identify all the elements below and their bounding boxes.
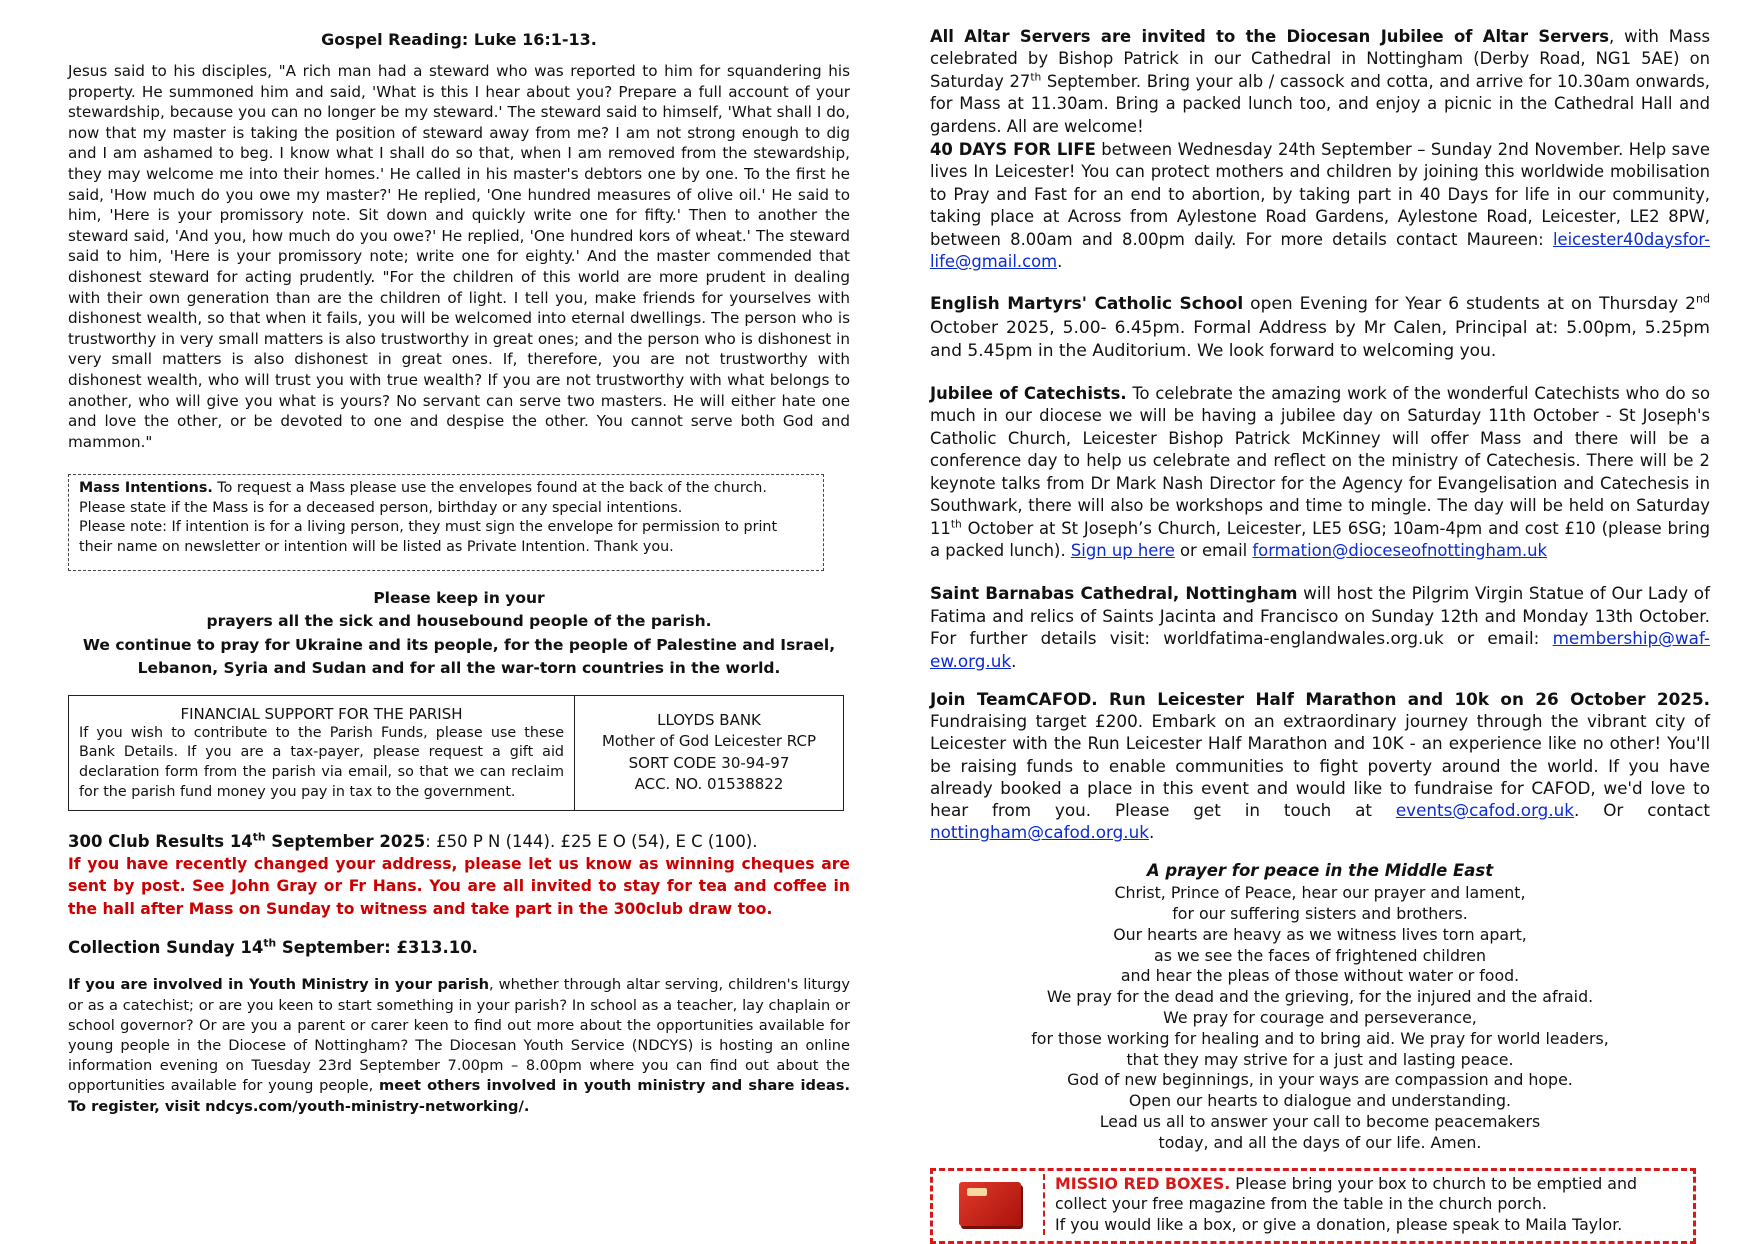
barnabas-notice: Saint Barnabas Cathedral, Nottingham will host the Pilgrim Virgin Statue of Our Lady of Fatima and relics of Saints Jacinta and Francisco on Sunday 12th and Monday 13th October. For further details visit: worldfatima-englandwales.org.uk or email: membership@waf-ew.org.uk.	[930, 583, 1710, 671]
membership-email-link[interactable]: membership@waf-ew.org.uk	[930, 628, 1710, 671]
collection-total: Collection Sunday 14th September: £313.10.	[68, 936, 478, 958]
left-column	[68, 26, 850, 1117]
financial-support-info	[69, 696, 575, 810]
prayers-line4: Lebanon, Syria and Sudan and for all the war-torn countries in the world.	[137, 659, 781, 678]
missio-image	[937, 1174, 1045, 1236]
signup-link[interactable]: Sign up here	[1070, 540, 1175, 560]
missio-text-b: If you would like a box, or give a donation, please speak to Maila Taylor.	[1055, 1214, 1623, 1234]
missio-box	[930, 1168, 1696, 1244]
forty-days-notice: 40 DAYS FOR LIFE between Wednesday 24th September – Sunday 2nd November. Help save lives In Leicester! You can protect mothers and children by joining this worldwide mobilisation to Pray and Fast for an end to abortion, by taking part in 40 Days for life in our community, taking place at Across from Aylestone Road Gardens, Aylestone Road, Leicester, LE2 8PW, between 8.00am and 8.00pm daily. For more details contact Maureen: leicester40daysfor-life@gmail.com.	[930, 140, 1710, 272]
catechists-notice: Jubilee of Catechists. To celebrate the amazing work of the wonderful Catechists who do so much in our diocese we will be having a jubilee day on Saturday 11th October - St Joseph's Catholic Church, Leicester Bishop Patrick McKinney will offer Mass and there will be a conference day to help us celebrate and reflect on the ministry of Catechesis. There will be 2 keynote talks from Dr Mark Nash Director for the Agency for Evangelisation and Catechesis in Southwark, there will also be workshops and time to mingle. The day will be held on Saturday 11th October at St Joseph’s Church, Leicester, LE5 6SG; 10am-4pm and cost £10 (please bring a packed lunch). Sign up here or email formation@dioceseofnottingham.uk	[930, 384, 1710, 560]
prayer-intentions	[68, 587, 850, 681]
financial-support-text: If you wish to contribute to the Parish Funds, please use these Bank Details. If you are a tax-payer, please request a gift aid declaration form from the parish via email, so that we can reclaim for the parish fund money you pay in tax to the government.	[79, 724, 564, 801]
prayer-line: Lead us all to answer your call to become peacemakers	[1099, 1111, 1541, 1131]
right-column	[930, 26, 1710, 1244]
cafod-notice: Join TeamCAFOD. Run Leicester Half Marathon and 10k on 26 October 2025. Fundraising target £200. Embark on an extraordinary journey through the vibrant city of Leicester with the Run Leicester Half Marathon and 10K - an experience like no other! You'll be raising funds to enable communities to fight poverty around the world. If you have already booked a place in this event and would like to fundraise for CAFOD, we'd love to hear from you. Please get in touch at events@cafod.org.uk. Or contact nottingham@cafod.org.uk.	[930, 688, 1710, 843]
mass-intentions-line1: To request a Mass please use the envelopes found at the back of the church.	[212, 480, 767, 497]
prayer-line: God of new beginnings, in your ways are compassion and hope.	[1067, 1070, 1573, 1090]
prayers-line2: prayers all the sick and housebound people of the parish.	[206, 612, 712, 631]
mass-intentions-title: Mass Intentions.	[79, 480, 213, 497]
youth-ministry-notice: If you are involved in Youth Ministry in your parish, whether through altar serving, children's liturgy or as a catechist; or are you keen to start something in your parish? In school as a teacher, lay chaplain or school governor? Or are you a parent or carer keen to find out more about the opportunities available for young people in the Diocese of Nottingham? The Diocesan Youth Service (NDCYS) is hosting an online information evening on Tuesday 23rd September 7.00pm – 8.00pm where you can find out about the opportunities available for young people, meet others involved in youth ministry and share ideas. To register, visit ndcys.com/youth-ministry-networking/.	[68, 976, 850, 1115]
missio-red-box-image	[959, 1182, 1021, 1226]
bank-account-name: Mother of God Leicester RCP	[601, 732, 816, 751]
bank-sort-code: SORT CODE 30-94-97	[628, 753, 790, 772]
club-label: 300 Club Results 14th September 2025	[68, 830, 426, 851]
club-address-notice: If you have recently changed your address, please let us know as winning cheques are sent by post. See John Gray or Fr Hans. You are all invited to stay for tea and coffee in the hall after Mass on Sunday to witness and take part in the 300club draw too.	[68, 854, 850, 918]
cafod-events-email-link[interactable]: events@cafod.org.uk	[1395, 799, 1575, 820]
prayer-line: today, and all the days of our life. Amen.	[1158, 1132, 1482, 1152]
missio-text: MISSIO RED BOXES. Please bring your box to church to be emptied and collect your free magazine from the table in the church porch. If you would like a box, or give a donation, please speak to Maila Taylor.	[1055, 1174, 1685, 1236]
altar-servers-notice: All Altar Servers are invited to the Diocesan Jubilee of Altar Servers, with Mass celebrated by Bishop Patrick in our Cathedral in Nottingham (Derby Road, NG1 5AE) on Saturday 27th September. Bring your alb / cassock and cotta, and arrive for 10.30am onwards, for Mass at 11.30am. Bring a packed lunch too, and enjoy a picnic in the Cathedral Hall and gardens. All are welcome!	[930, 27, 1711, 136]
prayer-line: as we see the faces of frightened children	[1154, 945, 1486, 965]
bank-details	[575, 696, 843, 810]
prayers-line3: We continue to pray for Ukraine and its people, for the people of Palestine and Israel,	[82, 635, 836, 654]
gospel-text: Jesus said to his disciples, "A rich man had a steward who was reported to him for squandering his property. He summoned him and said, 'What is this I hear about you? Prepare a full account of your stewardship, because you can no longer be my steward.' The steward said to himself, 'What shall I do, now that my master is taking the position of steward away from me? I am not strong enough to dig and I am ashamed to beg. I know what I shall do so that, when I am removed from the stewardship, they may welcome me into their homes.' He called in his master's debtors one by one. To the first he said, 'How much do you owe my master?' He replied, 'One hundred measures of olive oil.' He said to him, 'Here is your promissory note. Sit down and quickly write one for fifty.' Then to another the steward said, 'And you, how much do you owe?' He replied, 'One hundred kors of wheat.' The steward said to him, 'Here is your promissory note; write one for eighty.' And the master commended that dishonest steward for acting prudently. "For the children of this world are more prudent in dealing with their own generation than are the children of light. I tell you, make friends for yourselves with dishonest wealth, so that when it fails, you will be welcomed into eternal dwellings. The person who is trustworthy in very small matters is also trustworthy in great ones; and the person who is dishonest in very small matters is also dishonest in great ones. If, therefore, you are not trustworthy with dishonest wealth, who will trust you with true wealth? If you are not trustworthy with what belongs to another, who will give you what is yours? No servant can serve two masters. He will either hate one and love the other, or be devoted to one and despise the other. You cannot serve both God and mammon."	[68, 62, 850, 451]
prayer-line: Our hearts are heavy as we witness lives torn apart,	[1113, 924, 1527, 944]
mass-intentions-box	[68, 474, 824, 570]
formation-email-link[interactable]: formation@dioceseofnottingham.uk	[1252, 540, 1548, 560]
martyrs-school-notice: English Martyrs' Catholic School open Evening for Year 6 students at on Thursday 2nd October 2025, 5.00- 6.45pm. Formal Address by Mr Calen, Principal at: 5.00pm, 5.25pm and 5.45pm in the Auditorium. We look forward to welcoming you.	[930, 292, 1711, 361]
financial-support-table	[68, 695, 844, 811]
prayer-line: We pray for the dead and the grieving, for the injured and the afraid.	[1046, 987, 1594, 1007]
prayer-line: We pray for courage and perseverance,	[1163, 1007, 1477, 1027]
prayer-line: and hear the pleas of those without water or food.	[1120, 966, 1520, 986]
financial-support-title: FINANCIAL SUPPORT FOR THE PARISH	[180, 704, 463, 723]
peace-prayer	[930, 861, 1710, 1153]
missio-title: MISSIO RED BOXES.	[1055, 1173, 1231, 1193]
club-results-values: : £50 P N (144). £25 E O (54), E C (100).	[425, 831, 758, 851]
prayer-line: Open our hearts to dialogue and understanding.	[1128, 1091, 1512, 1111]
club-results	[68, 831, 850, 853]
forty-days-email-link[interactable]: leicester40daysfor-life@gmail.com	[930, 229, 1710, 272]
bank-name: LLOYDS BANK	[657, 710, 761, 729]
peace-prayer-title: A prayer for peace in the Middle East	[1146, 861, 1494, 881]
prayer-line: for our suffering sisters and brothers.	[1172, 903, 1468, 923]
mass-intentions-line2: Please state if the Mass is for a deceased person, birthday or any special intentions.	[79, 499, 683, 516]
prayer-line: Christ, Prince of Peace, hear our prayer and lament,	[1114, 883, 1526, 903]
mass-intentions-line3: Please note: If intention is for a living person, they must sign the envelope for permission to print their name on newsletter or intention will be listed as Private Intention. Thank you.	[79, 519, 778, 556]
prayer-line: that they may strive for a just and lasting peace.	[1126, 1049, 1514, 1069]
bank-account-number: ACC. NO. 01538822	[634, 775, 784, 794]
prayer-line: for those working for healing and to bring aid. We pray for world leaders,	[1031, 1028, 1609, 1048]
prayers-line1: Please keep in your	[373, 588, 545, 607]
gospel-title: Gospel Reading: Luke 16:1-13.	[321, 30, 597, 49]
cafod-nottingham-email-link[interactable]: nottingham@cafod.org.uk	[930, 822, 1149, 843]
